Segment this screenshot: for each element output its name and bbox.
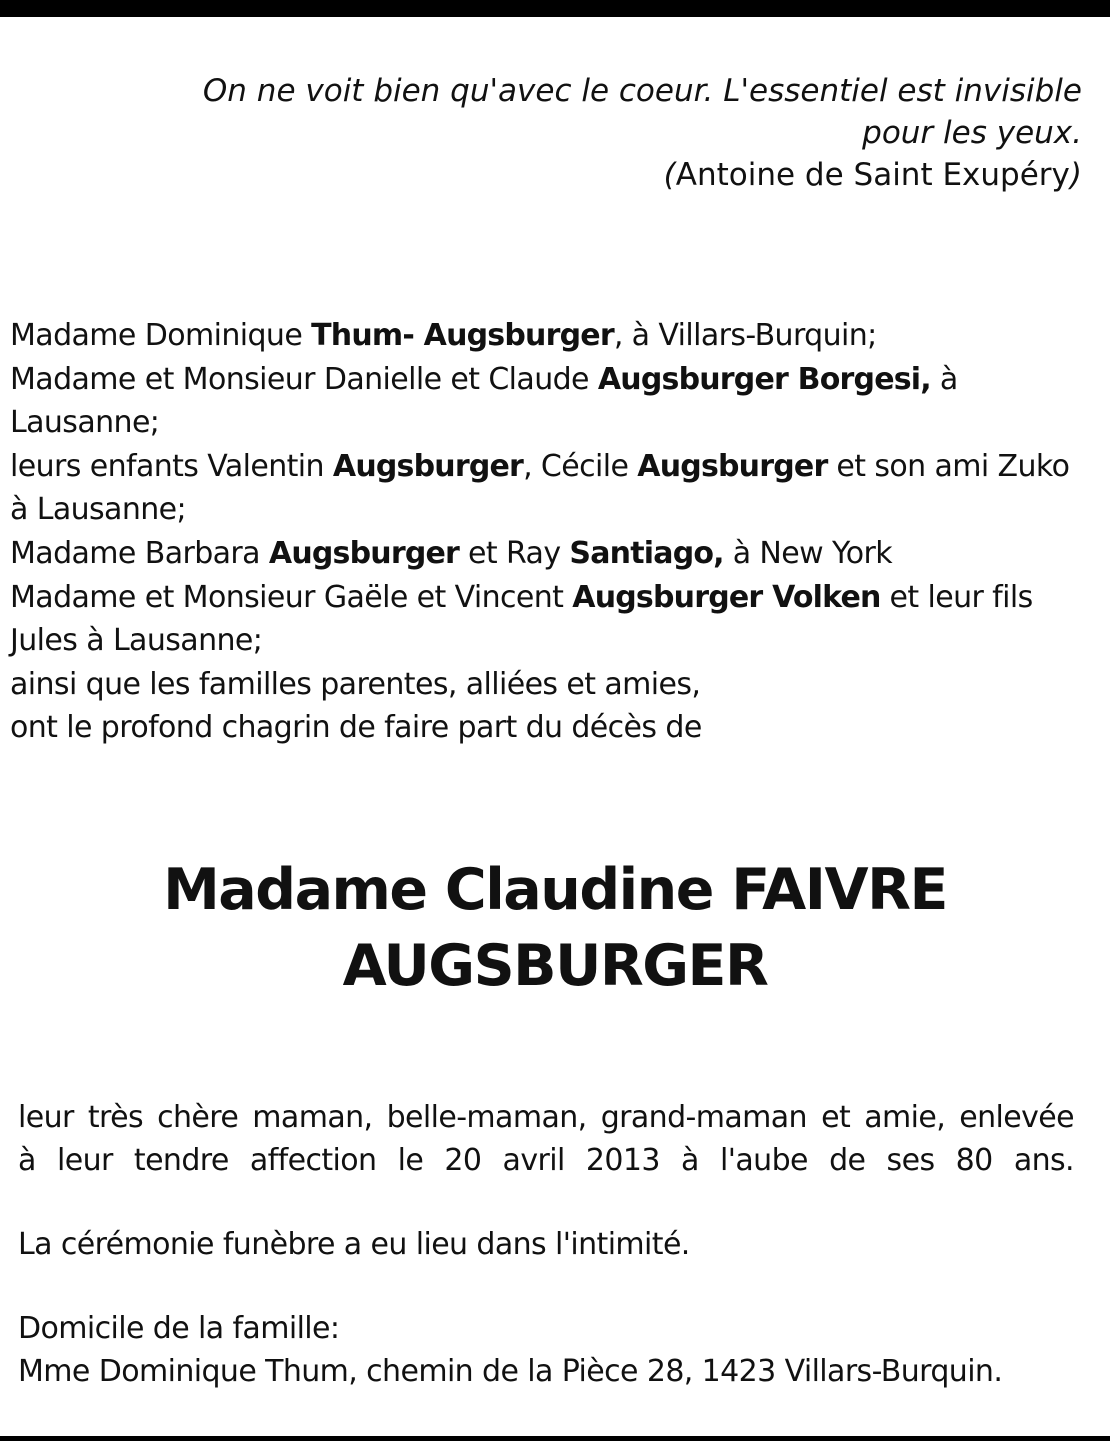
bottom-rule [0,1436,1110,1441]
top-rule [0,0,1110,17]
quote-author: Antoine de Saint Exupéry [675,157,1070,193]
deceased-name-line-2: AUGSBURGER [342,933,768,999]
deceased-name [0,852,1110,1004]
quote-line-2: pour les yeux. [862,115,1082,151]
family-line: Madame Barbara Augsburger et Ray Santiago, à New York [10,535,893,571]
family-line: leurs enfants Valentin Augsburger, Cécile Augsburger et son ami Zuko [10,448,1070,484]
family-line: ainsi que les familles parentes, alliées et amies, [10,666,701,702]
family-line: Jules à Lausanne; [10,623,263,659]
deceased-name-line-1: Madame Claudine FAIVRE [163,857,947,923]
domicile-address: Mme Dominique Thum, chemin de la Pièce 28, 1423 Villars-Burquin. [18,1354,1003,1389]
quote-line-1: On ne voit bien qu'avec le coeur. L'essentiel est invisible [202,73,1082,109]
tribute-line-2: à leur tendre affection le 20 avril 2013 à l'aube de ses 80 ans. [18,1143,1074,1178]
epigraph-quote [142,70,1082,196]
domicile-label: Domicile de la famille: [18,1311,340,1346]
family-line: Lausanne; [10,405,160,441]
family-line: Madame et Monsieur Danielle et Claude Augsburger Borgesi, à [10,361,958,397]
family-line: ont le profond chagrin de faire part du décès de [10,710,702,746]
family-line: Madame et Monsieur Gaële et Vincent Augsburger Volken et leur fils [10,579,1033,615]
tribute-line-1: leur très chère maman, belle-maman, grand-maman et amie, enlevée [18,1100,1074,1135]
family-line: Madame Dominique Thum- Augsburger, à Villars-Burquin; [10,318,877,353]
ceremony-note: La cérémonie funèbre a eu lieu dans l'intimité. [18,1227,690,1262]
family-announcement [10,314,1090,750]
quote-attribution: (Antoine de Saint Exupéry) [663,157,1082,193]
obituary-body [18,1096,1074,1393]
family-line: à Lausanne; [10,492,187,528]
